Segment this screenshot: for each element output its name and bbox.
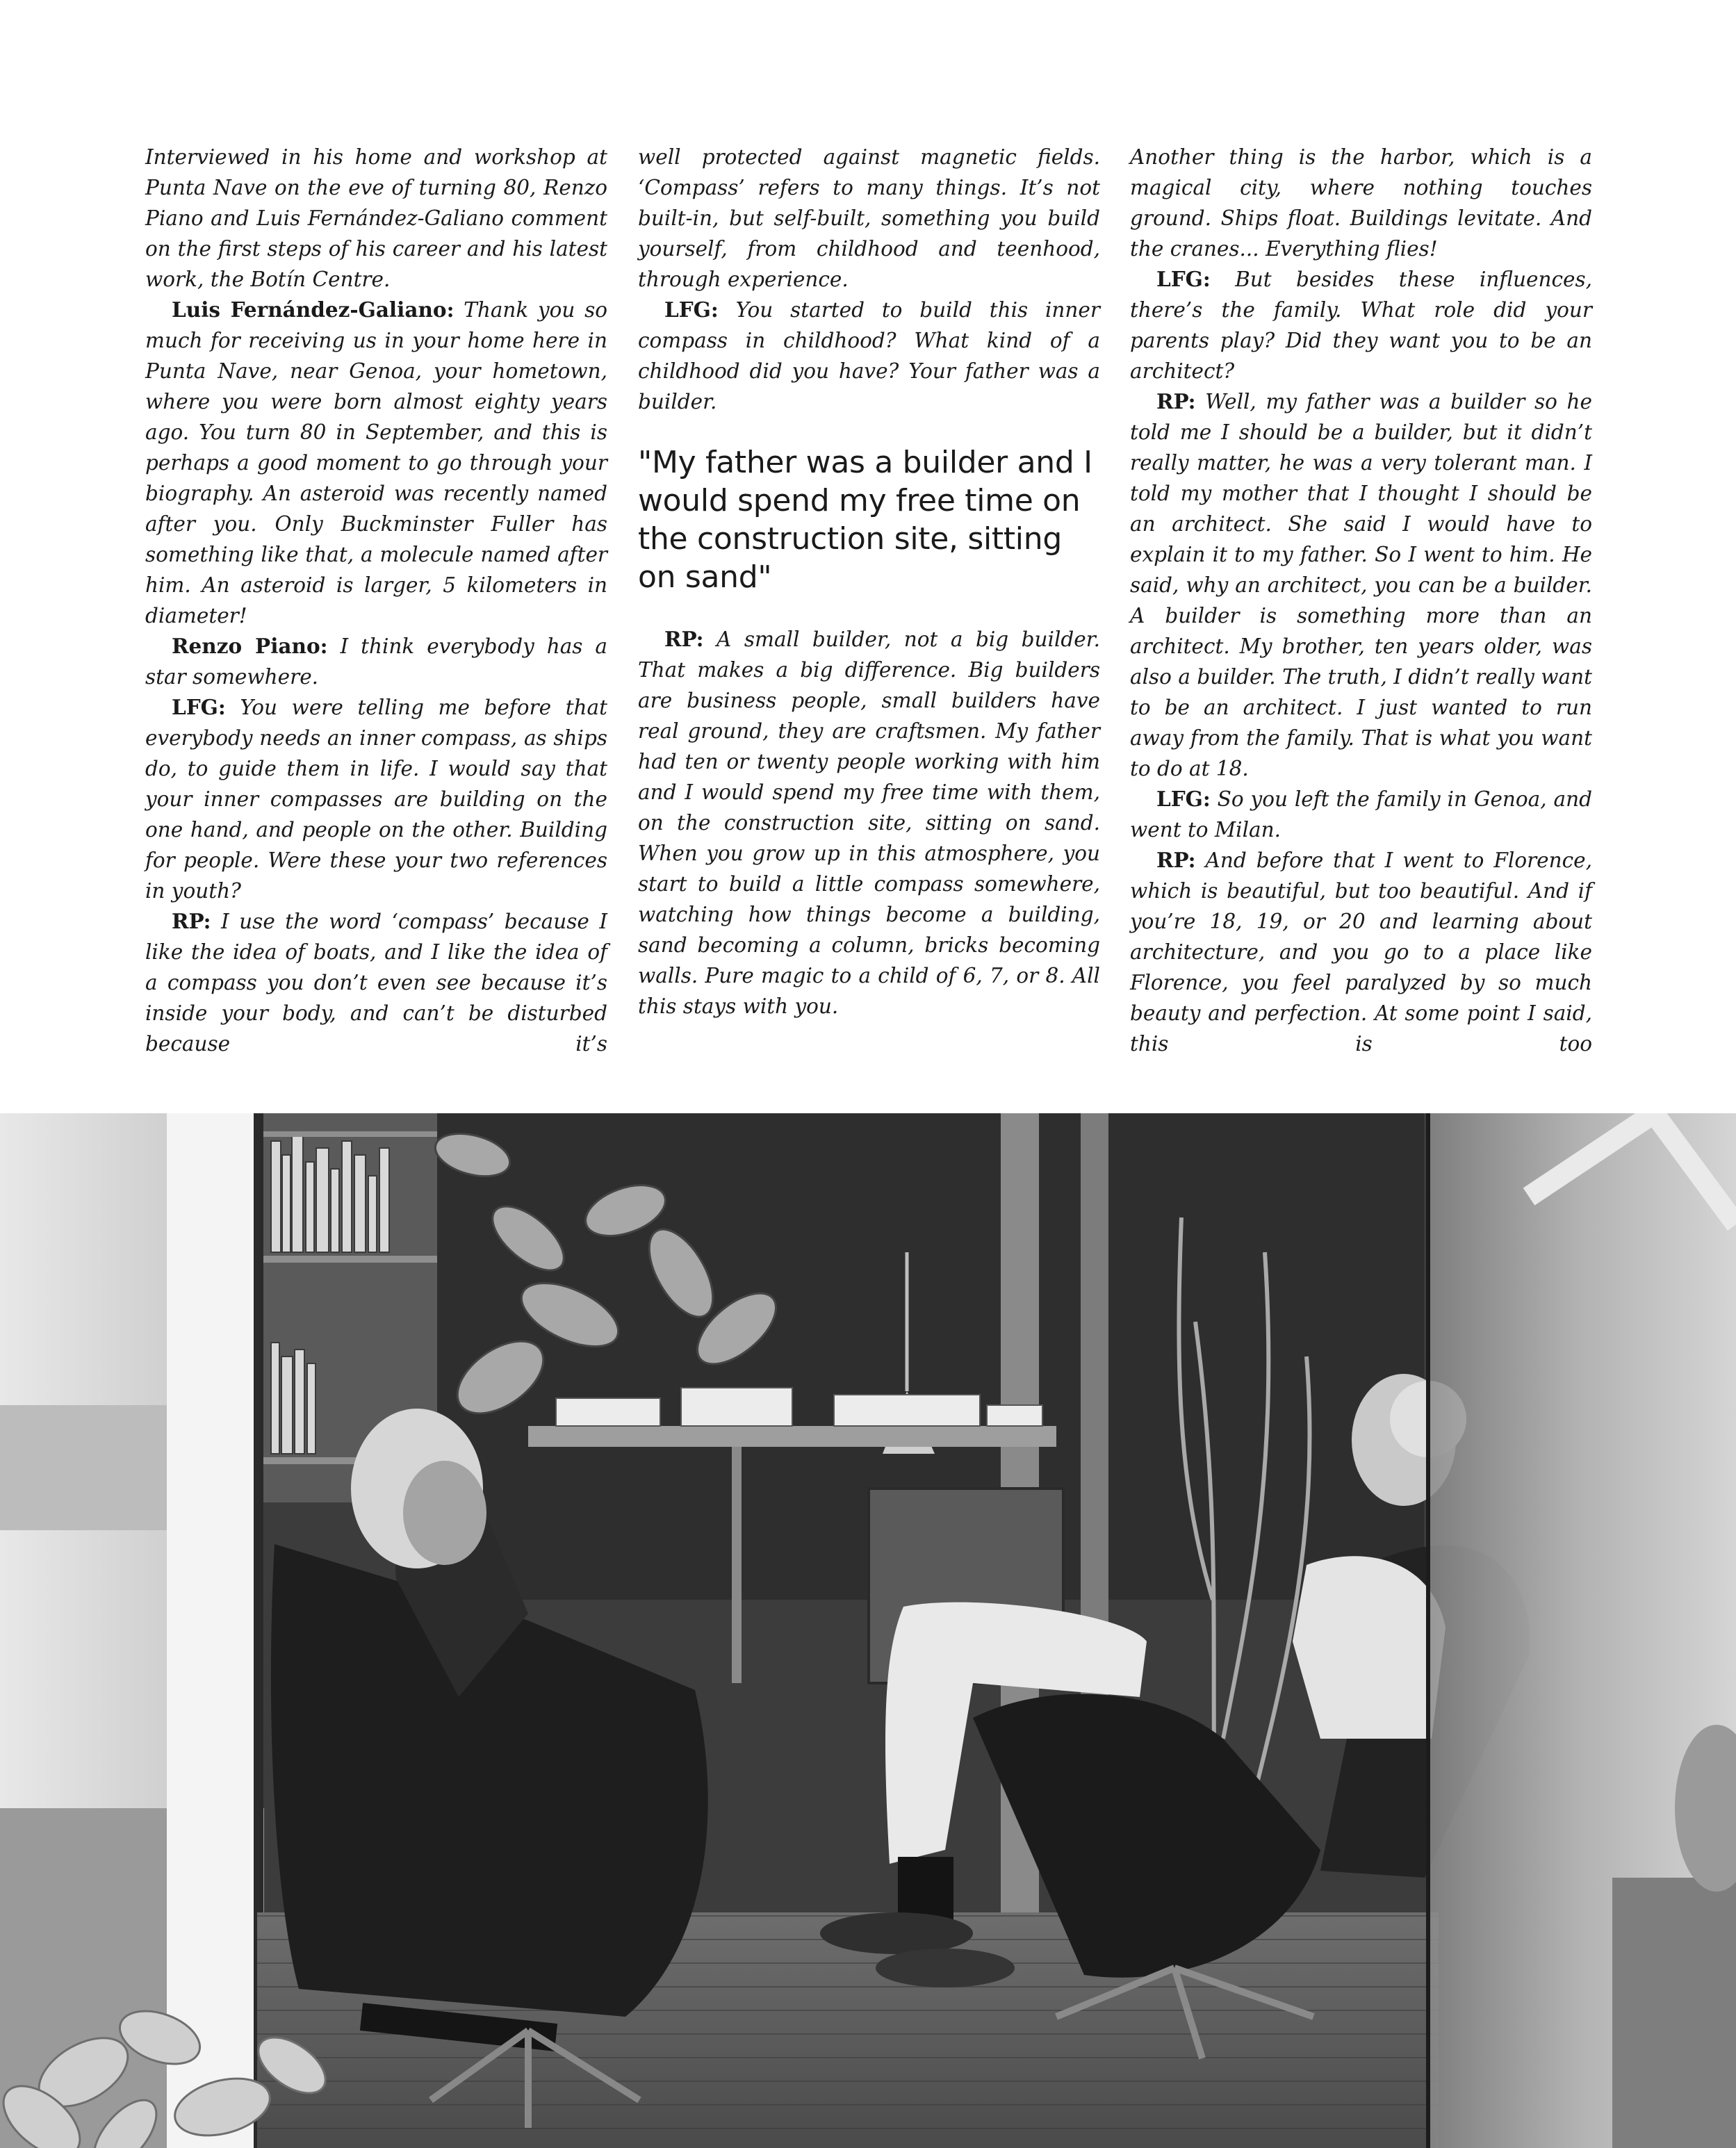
speaker-label: RP: (172, 909, 211, 933)
qa-paragraph: Renzo Piano: I think everybody has a star somewhere. (145, 634, 607, 689)
speaker-label: LFG: (172, 695, 226, 719)
speaker-label: RP: (1156, 389, 1196, 413)
qa-paragraph: RP: Well, my father was a builder so he told me I should be a builder, but it didn’t really matter, he was a very tolerant man. I told my mother that I thought I should be an architect. She said I would have to explain it to my father. So I went to him. He said, why an architect, you can be a builder. A builder is something more than an architect. My brother, ten years older, was also a builder. The truth, I didn’t really want to be an architect. I just wanted to run away from the family. That is what you want to do at 18. (1130, 389, 1592, 780)
qa-paragraph: LFG: You were telling me before that everybody needs an inner compass, as ships do, to guide them in life. I would say that your inner compasses are building on the one hand, and people on the other. Building for people. Were these your two references in youth? (145, 695, 607, 903)
qa-paragraph: Luis Fernández-Galiano: Thank you so much for receiving us in your home here in Punta Nave, near Genoa, your hometown, where you were born almost eighty years ago. You turn 80 in September, and this is perhaps a good moment to go through your biography. An asteroid was recently named after you. Only Buckminster Fuller has something like that, a molecule named after him. An asteroid is larger, 5 kilometers in diameter! (145, 297, 607, 628)
speaker-label: LFG: (1156, 787, 1211, 811)
speaker-label: RP: (1156, 848, 1196, 872)
qa-paragraph: LFG: You started to build this inner compass in childhood? What kind of a childhood did you have? Your father was a builder. (638, 297, 1100, 413)
speaker-label: Luis Fernández-Galiano: (172, 297, 455, 322)
intro-paragraph: Interviewed in his home and workshop at Punta Nave on the eve of turning 80, Renzo Piano and Luis Fernández-Galiano comment on the first steps of his career and his latest work, the Botín Centre. (145, 145, 607, 291)
qa-paragraph: LFG: So you left the family in Genoa, and went to Milan. (1130, 787, 1592, 842)
qa-paragraph: RP: I use the word ‘compass’ because I like the idea of boats, and I like the idea of a compass you don’t even see because it’s inside your body, and can’t be disturbed because it’s (145, 909, 607, 1056)
qa-paragraph: LFG: But besides these influences, there’s the family. What role did your parents play? Did they want you to be an architect? (1130, 267, 1592, 383)
qa-paragraph: RP: And before that I went to Florence, which is beautiful, but too beautiful. And if you’re 18, 19, or 20 and learning about architecture, and you go to a place like Florence, you feel paralyzed by so much beauty and perfection. At some point I said, this is too (1130, 848, 1592, 1056)
speaker-label: RP: (664, 627, 704, 651)
qa-paragraph: RP: A small builder, not a big builder. That makes a big difference. Big builders are business people, small builders have real ground, they are craftsmen. My father had ten or twenty people working with him and I would spend my free time with them, on the construction site, sitting on sand. When you grow up in this atmosphere, you start to build a little compass somewhere, watching how things become a building, sand becoming a column, bricks becoming walls. Pure magic to a child of 6, 7, or 8. All this stays with you. (638, 627, 1100, 1018)
text-column-2 (638, 142, 1100, 1022)
pull-quote: "My father was a builder and I would spend my free time on the construction site, sitting on sand" (638, 445, 1092, 595)
continued-paragraph: Another thing is the harbor, which is a magical city, where nothing touches ground. Ships float. Buildings levitate. And the cranes... Everything flies! (1130, 145, 1592, 261)
speaker-label: LFG: (1156, 267, 1211, 291)
speaker-label: Renzo Piano: (172, 634, 328, 658)
interview-photo (0, 1113, 1736, 2148)
text-column-1 (145, 142, 607, 1059)
continued-paragraph: well protected against magnetic fields. ‘Compass’ refers to many things. It’s not built-in, but self-built, something you build yourself, from childhood and teenhood, through experience. (638, 145, 1100, 291)
text-column-3 (1130, 142, 1592, 1059)
speaker-label: LFG: (664, 297, 719, 322)
